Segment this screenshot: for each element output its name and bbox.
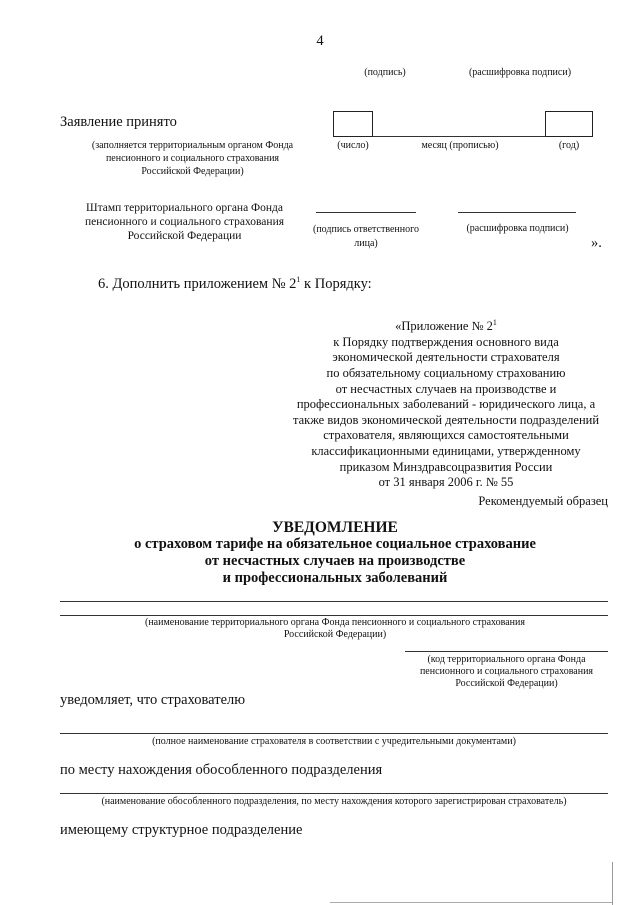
responsible-signature-line (316, 212, 416, 213)
territorial-name-line-1[interactable] (60, 601, 608, 602)
territorial-name-caption: (наименование территориального органа Фонда пенсионного и социального страхования Российской Федерации) (145, 617, 525, 640)
territorial-code-caption: (код территориального органа Фонда пенсионного и социального страхования Российской Федерации) (419, 654, 594, 689)
structural-text: имеющему структурное подразделение (60, 822, 303, 838)
accepted-note: (заполняется территориальным органом Фонда пенсионного и социального страхования Российской Федерации) (91, 140, 294, 177)
day-box[interactable] (333, 111, 373, 137)
signature-decoding-caption: (расшифровка подписи) (468, 67, 572, 78)
insurer-name-line[interactable] (60, 733, 608, 734)
division-name-caption: (наименование обособленного подразделения, по месту нахождения которого зарегистрирован страхователь) (101, 796, 567, 807)
year-box[interactable] (545, 111, 593, 137)
scan-edge (612, 862, 613, 905)
division-name-line[interactable] (60, 793, 608, 794)
appendix-line-1: «Приложение № $2^1$ (395, 318, 497, 334)
notice-title-block: УВЕДОМЛЕНИЕ о страховом тарифе на обязательное социальное страхование от несчастных случаев на производстве и профессиональных заболеваний (60, 519, 610, 587)
closing-quote: ». (591, 235, 602, 251)
recommended-sample: Рекомендуемый образец (478, 494, 608, 508)
territorial-name-line-2[interactable] (60, 615, 608, 616)
item-6: 6. Дополнить приложением № $2^1$ к Порядку: (98, 275, 372, 292)
year-caption: (год) (558, 140, 580, 151)
signature-caption: (подпись) (364, 67, 406, 78)
application-accepted-title: Заявление принято (60, 114, 177, 130)
page-number: 4 (316, 33, 324, 49)
responsible-signature-caption: (подпись ответственного лица) (313, 224, 419, 249)
month-line (373, 136, 545, 137)
month-caption: месяц (прописью) (421, 140, 499, 151)
by-location-text: по месту нахождения обособленного подразделения (60, 762, 383, 778)
day-caption: (число) (337, 140, 369, 151)
stamp-label: Штамп территориального органа Фонда пенсионного и социального страхования Российской Федерации (84, 202, 285, 242)
responsible-decoding-caption: (расшифровка подписи) (466, 223, 569, 234)
appendix-header: «Приложение № $2^1$ к Порядку подтверждения основного вида экономической деятельности страхователя по обязательному социальному страхованию от несчастных случаев на производстве и профессиональных заболеваний - юридического лица, а также видов экономической деятельности подразделений страхователя, являющихся самостоятельными классификационными единицами, утвержденному приказом Минздравсоцразвития России от 31 января 2006 г. № 55 (282, 315, 610, 491)
notifies-text: уведомляет, что страхователю (60, 692, 246, 708)
responsible-decoding-line (458, 212, 576, 213)
territorial-code-line[interactable] (405, 651, 608, 652)
notice-title: УВЕДОМЛЕНИЕ (272, 519, 398, 536)
insurer-name-caption: (полное наименование страхователя в соответствии с учредительными документами) (152, 736, 516, 747)
scan-edge-bottom (330, 902, 612, 903)
